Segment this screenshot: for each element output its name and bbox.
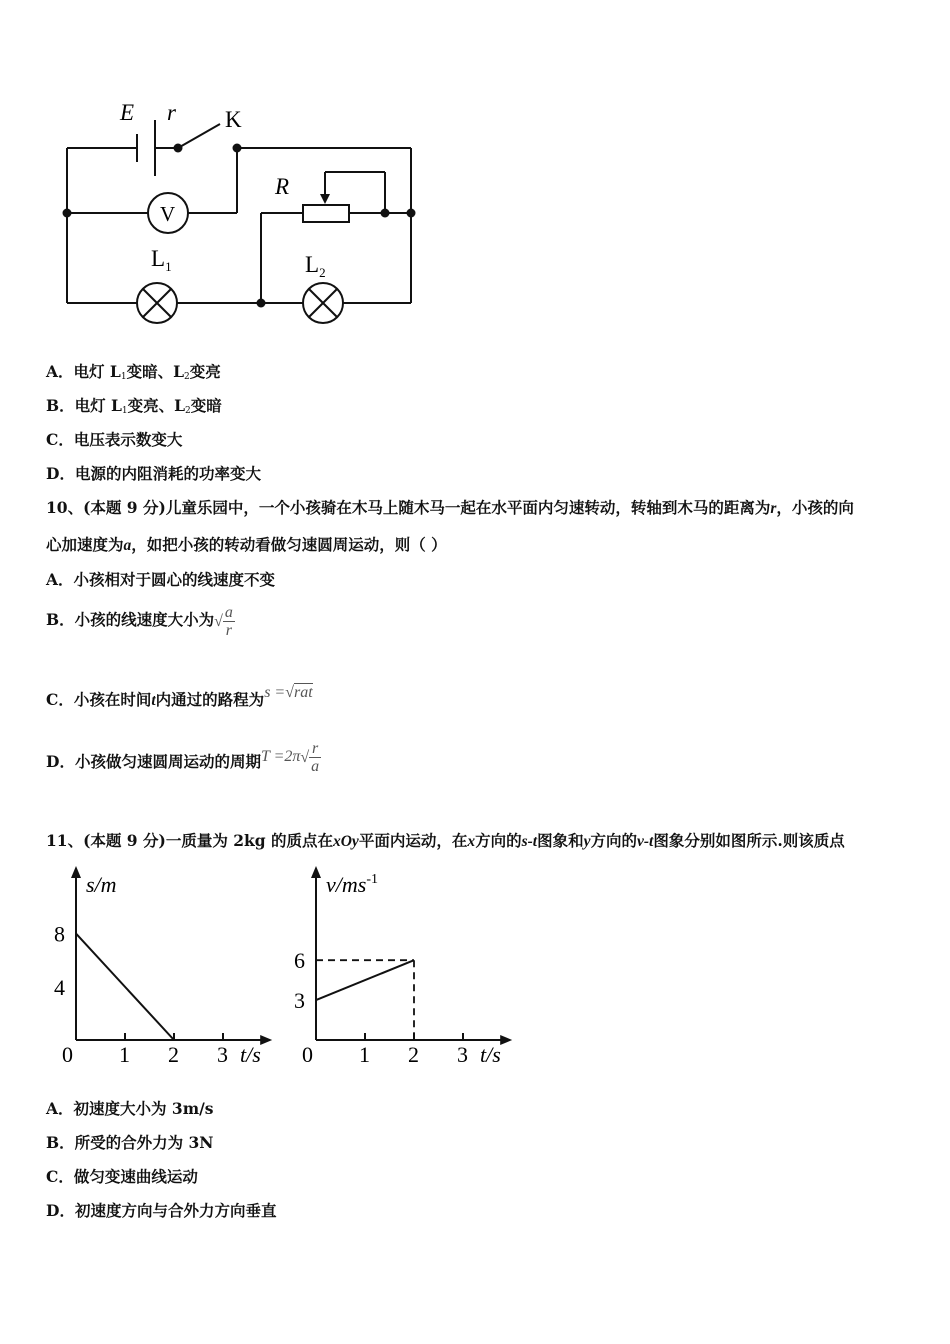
y-axis-arrow [71, 866, 81, 878]
s-t-graph [46, 865, 286, 1075]
x-tick-label: 3 [217, 1042, 228, 1067]
period-formula: T =2π√ $\frac{r}{a}$ [260, 740, 320, 775]
y-tick-label: 8 [54, 921, 65, 947]
y-tick-label: 4 [54, 974, 65, 1000]
q9-option-a: A．电灯 $L_1$变暗、$L_2$变亮 [46, 362, 221, 382]
y-axis-label: $v/ms^{-1}$ [326, 872, 378, 897]
q10-option-b: B．小孩的线速度大小为√ $\frac{a}{r}$ [46, 604, 233, 639]
y-tick-label: 6 [294, 948, 305, 974]
q11-option-d: D．初速度方向与合外力方向垂直 [46, 1201, 277, 1220]
x-tick-label: 3 [457, 1042, 468, 1067]
internal-resistance-label: r [167, 100, 176, 125]
y-axis-arrow [311, 866, 321, 878]
y-tick-label: 3 [294, 988, 305, 1014]
q11-option-a: A．初速度大小为 3m/s [46, 1099, 214, 1118]
x-tick-label: 2 [168, 1042, 179, 1067]
q10-option-a: A．小孩相对于圆心的线速度不变 [46, 570, 276, 589]
x-axis-arrow [260, 1035, 272, 1045]
x-tick-label: 1 [359, 1042, 370, 1067]
x-tick-label: 0 [302, 1042, 313, 1067]
q10-stem-line2: 心加速度为a，如把小孩的转动看做匀速圆周运动，则（ ） [46, 535, 447, 554]
q11-stem: 11、(本题 9 分)一质量为 2kg 的质点在xOy平面内运动，在x方向的s-t图象和y方向的v-t图象分别如图所示.则该质点 [46, 831, 845, 850]
battery-emf-label: E [120, 100, 135, 125]
q9-option-c: C．电压表示数变大 [46, 430, 183, 449]
voltmeter-label: V [160, 202, 176, 226]
q10-option-c: C．小孩在时间t内通过的路程为s =√rat [46, 684, 313, 709]
q10-stem-line1: 10、(本题 9 分)儿童乐园中，一个小孩骑在木马上随木马一起在水平面内匀速转动，转轴到木马的距离为r，小孩的向 [46, 498, 854, 517]
circuit-diagram [55, 90, 435, 340]
v-t-graph [286, 865, 526, 1075]
lamp-l2-label: $L_2$ [305, 252, 326, 280]
x-axis-arrow [500, 1035, 512, 1045]
x-tick-label: 2 [408, 1042, 419, 1067]
y-axis-label: s/m [86, 872, 117, 897]
x-tick-label: 1 [119, 1042, 130, 1067]
switch-label: K [225, 107, 242, 132]
x-axis-label: t/s [480, 1042, 501, 1067]
x-axis-label: t/s [240, 1042, 261, 1067]
data-line [316, 960, 414, 1000]
q10-option-d: D．小孩做匀速圆周运动的周期T =2π√ $\frac{r}{a}$ [46, 740, 320, 775]
q9-option-b: B．电灯 $L_1$变亮、$L_2$变暗 [46, 396, 222, 416]
lamp-l1-label: $L_1$ [151, 246, 172, 274]
q9-option-d: D．电源的内阻消耗的功率变大 [46, 464, 261, 483]
q11-option-c: C．做匀变速曲线运动 [46, 1167, 198, 1186]
linear-speed-formula: √ $\frac{a}{r}$ [214, 604, 233, 639]
path-length-formula: s =√rat [264, 684, 313, 701]
q11-option-b: B．所受的合外力为 3N [46, 1133, 214, 1152]
x-tick-label: 0 [62, 1042, 73, 1067]
rheostat-label: R [275, 174, 290, 199]
data-line [76, 934, 174, 1040]
